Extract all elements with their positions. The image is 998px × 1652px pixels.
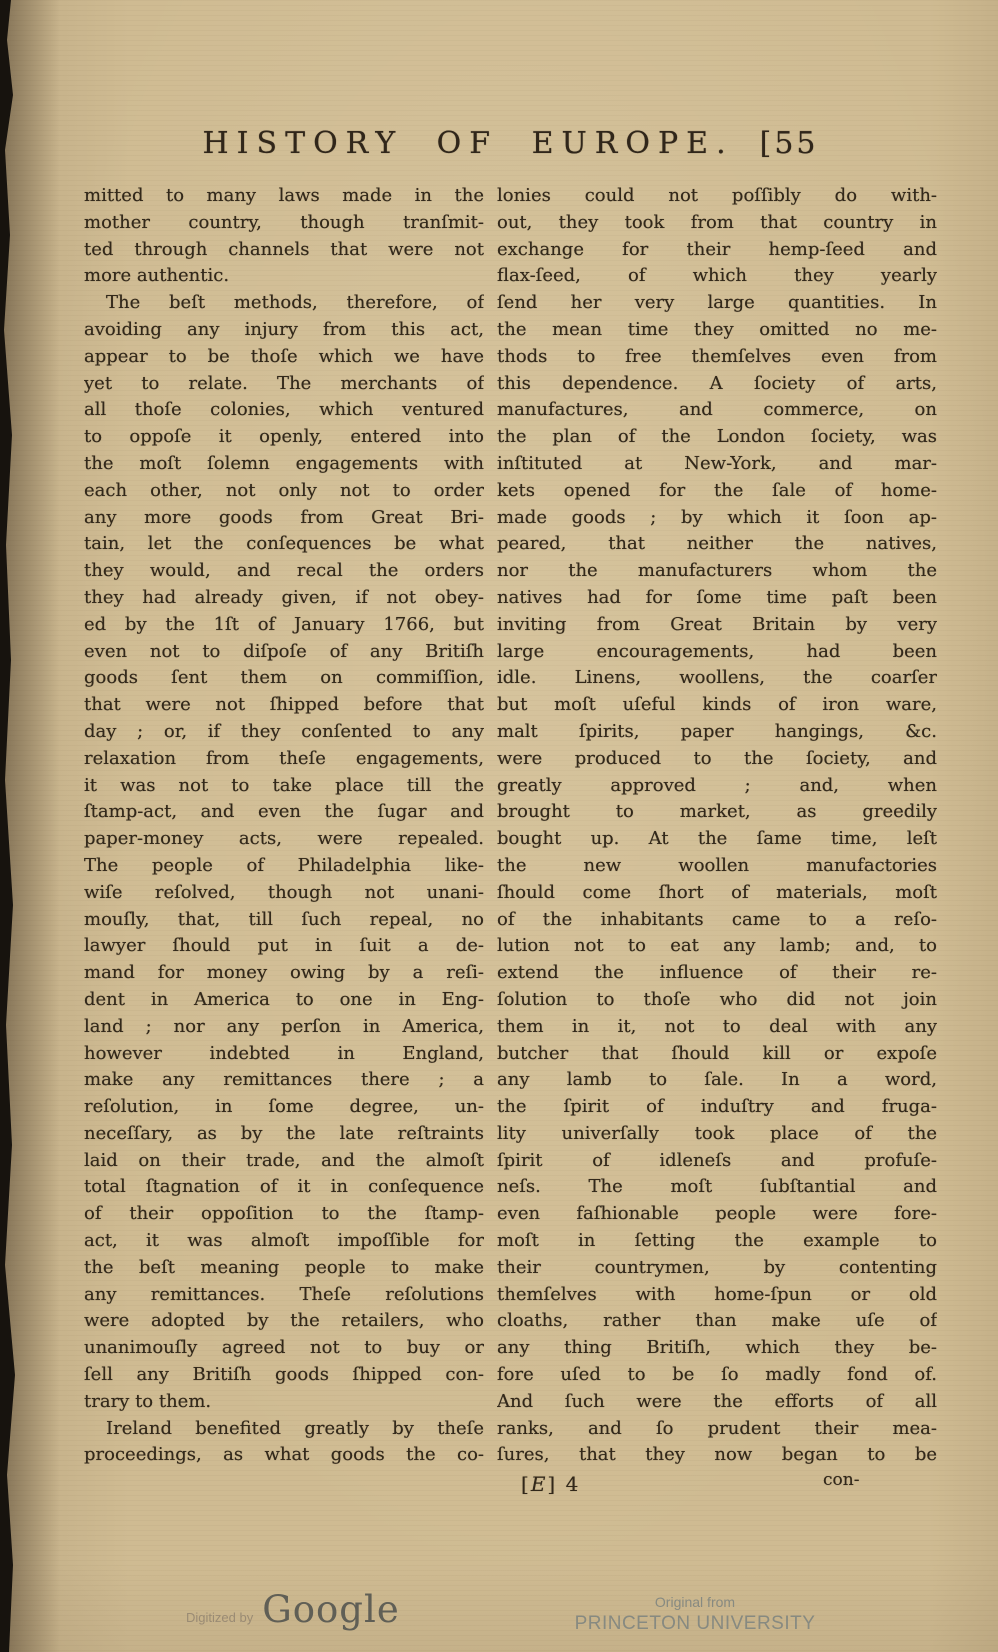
text-line: they would, and recal the orders	[84, 560, 484, 582]
text-line: to oppoſe it openly, entered into	[84, 426, 484, 448]
text-line: all thoſe colonies, which ventured	[84, 399, 484, 421]
text-line: flax-ſeed, of which they yearly	[497, 265, 937, 287]
text-line: appear to be thoſe which we have	[84, 345, 484, 367]
text-line: inſtituted at New-York, and mar-	[497, 452, 937, 474]
text-line: thods to free themſelves even from	[497, 345, 937, 367]
text-line: moſt in ſetting the example to	[497, 1230, 937, 1252]
text-line: neſs. The moſt ſubſtantial and	[497, 1176, 937, 1198]
text-line: large encouragements, had been	[497, 640, 937, 662]
text-line: the moſt ſolemn engagements with	[84, 452, 484, 474]
text-line: the plan of the London ſociety, was	[497, 426, 937, 448]
google-logo: Google	[262, 1588, 400, 1631]
text-line: natives had for ſome time paſt been	[497, 586, 937, 608]
text-line: them in it, not to deal with any	[497, 1015, 937, 1037]
text-line: exchange for their hemp-ſeed and	[497, 238, 937, 260]
text-line: ſhould come ſhort of materials, moſt	[497, 881, 937, 903]
text-line: goods ſent them on commiſſion,	[84, 667, 484, 689]
text-line: act, it was almoſt impoſſible for	[84, 1230, 484, 1252]
text-line: tain, let the conſequences be what	[84, 533, 484, 555]
text-column-right	[497, 183, 937, 1469]
text-line: ſolution to thoſe who did not join	[497, 988, 937, 1010]
text-line: the mean time they omitted no me-	[497, 318, 937, 340]
original-from-watermark	[565, 1592, 825, 1636]
text-line: mother country, though tranſmit-	[84, 211, 484, 233]
text-line: ſures, that they now began to be	[497, 1444, 937, 1466]
text-line: more authentic.	[84, 265, 230, 287]
digitized-by-watermark	[186, 1588, 400, 1631]
text-line: malt ſpirits, paper hangings, &c.	[497, 720, 937, 742]
text-line: wiſe reſolved, though not unani-	[84, 881, 484, 903]
text-line: themſelves with home-ſpun or old	[497, 1283, 937, 1305]
text-line: trary to them.	[84, 1390, 212, 1412]
text-line: ranks, and ſo prudent their mea-	[497, 1417, 937, 1439]
text-line: And ſuch were the efforts of all	[497, 1390, 937, 1412]
text-line: any thing Britiſh, which they be-	[497, 1337, 937, 1359]
text-line: this dependence. A ſociety of arts,	[497, 372, 937, 394]
text-line: nor the manufacturers whom the	[497, 560, 937, 582]
text-line: lawyer ſhould put in ſuit a de-	[84, 935, 484, 957]
text-line: the ſpirit of induſtry and fruga-	[497, 1096, 937, 1118]
text-line: that were not ſhipped before that	[84, 694, 484, 716]
text-line: neceſſary, as by the late reſtraints	[84, 1122, 484, 1144]
text-line: peared, that neither the natives,	[497, 533, 937, 555]
text-line: they had already given, if not obey-	[84, 586, 484, 608]
text-line: even not to diſpoſe of any Britiſh	[84, 640, 484, 662]
page-number: [55	[759, 126, 819, 161]
text-line: ſpirit of idleneſs and profuſe-	[497, 1149, 937, 1171]
text-line: out, they took from that country in	[497, 211, 937, 233]
text-line: mand for money owing by a reſi-	[84, 962, 484, 984]
text-line: paper-money acts, were repealed.	[84, 828, 484, 850]
institution-label: PRINCETON UNIVERSITY	[574, 1613, 816, 1634]
page-title: HISTORY OF EUROPE.	[202, 126, 734, 161]
text-line: each other, not only not to order	[84, 479, 484, 501]
digitized-by-label: Digitized by	[186, 1610, 254, 1625]
text-line: cloaths, rather than make uſe of	[497, 1310, 937, 1332]
text-line: the beſt meaning people to make	[84, 1256, 484, 1278]
signature-mark: [E] 4	[521, 1472, 581, 1496]
text-line: ed by the 1ſt of January 1766, but	[84, 613, 484, 635]
text-line: were produced to the ſociety, and	[497, 747, 937, 769]
text-line: relaxation from theſe engagements,	[84, 747, 484, 769]
text-line: ſtamp-act, and even the ſugar and	[84, 801, 484, 823]
text-line: made goods ; by which it ſoon ap-	[497, 506, 937, 528]
text-line: even faſhionable people were fore-	[497, 1203, 937, 1225]
text-line: bought up. At the ſame time, leſt	[497, 828, 937, 850]
footer-row	[497, 1470, 937, 1504]
text-line: yet to relate. The merchants of	[84, 372, 484, 394]
text-line: The beſt methods, therefore, of	[106, 292, 484, 314]
catchword: con-	[823, 1470, 860, 1490]
text-line: mouſly, that, till ſuch repeal, no	[84, 908, 484, 930]
text-line: lonies could not poſſibly do with-	[497, 185, 937, 206]
text-line: unanimouſly agreed not to buy or	[84, 1337, 484, 1359]
text-line: but moſt uſeful kinds of iron ware,	[497, 694, 937, 716]
text-line: inviting from Great Britain by very	[497, 613, 937, 635]
text-line: laid on their trade, and the almoſt	[84, 1149, 484, 1171]
text-line: lity univerſally took place of the	[497, 1122, 937, 1144]
text-line: dent in America to one in Eng-	[84, 988, 484, 1010]
text-line: reſolution, in ſome degree, un-	[84, 1096, 484, 1118]
running-head	[84, 122, 937, 166]
text-column-left	[84, 183, 484, 1469]
text-line: greatly approved ; and, when	[497, 774, 937, 796]
text-line: any lamb to ſale. In a word,	[497, 1069, 937, 1091]
text-line: however indebted in England,	[84, 1042, 484, 1064]
text-line: manufactures, and commerce, on	[497, 399, 937, 421]
text-line: any more goods from Great Bri-	[84, 506, 484, 528]
text-line: of the inhabitants came to a reſo-	[497, 908, 937, 930]
text-line: day ; or, if they conſented to any	[84, 720, 484, 742]
text-line: brought to market, as greedily	[497, 801, 937, 823]
text-line: lution not to eat any lamb; and, to	[497, 935, 937, 957]
text-line: mitted to many laws made in the	[84, 185, 484, 206]
text-line: kets opened for the ſale of home-	[497, 479, 937, 501]
text-line: ſell any Britiſh goods ſhipped con-	[84, 1364, 484, 1386]
text-line: extend the influence of their re-	[497, 962, 937, 984]
text-line: their countrymen, by contenting	[497, 1256, 937, 1278]
text-line: any remittances. Theſe reſolutions	[84, 1283, 484, 1305]
text-line: butcher that ſhould kill or expoſe	[497, 1042, 937, 1064]
original-from-label: Original from	[654, 1594, 736, 1610]
text-line: make any remittances there ; a	[84, 1069, 484, 1091]
text-line: Ireland benefited greatly by theſe	[106, 1417, 484, 1439]
text-line: land ; nor any perſon in America,	[84, 1015, 484, 1037]
text-line: ted through channels that were not	[84, 238, 484, 260]
text-line: proceedings, as what goods the co-	[84, 1444, 484, 1466]
text-line: total ſtagnation of it in conſequence	[84, 1176, 484, 1198]
text-line: the new woollen manufactories	[497, 854, 937, 876]
text-line: fore uſed to be ſo madly fond of.	[497, 1364, 937, 1386]
text-line: The people of Philadelphia like-	[84, 854, 484, 876]
text-line: ſend her very large quantities. In	[497, 292, 937, 314]
text-line: it was not to take place till the	[84, 774, 484, 796]
text-line: of their oppoſition to the ſtamp-	[84, 1203, 484, 1225]
text-line: avoiding any injury from this act,	[84, 318, 484, 340]
text-line: were adopted by the retailers, who	[84, 1310, 484, 1332]
text-line: idle. Linens, woollens, the coarſer	[497, 667, 937, 689]
